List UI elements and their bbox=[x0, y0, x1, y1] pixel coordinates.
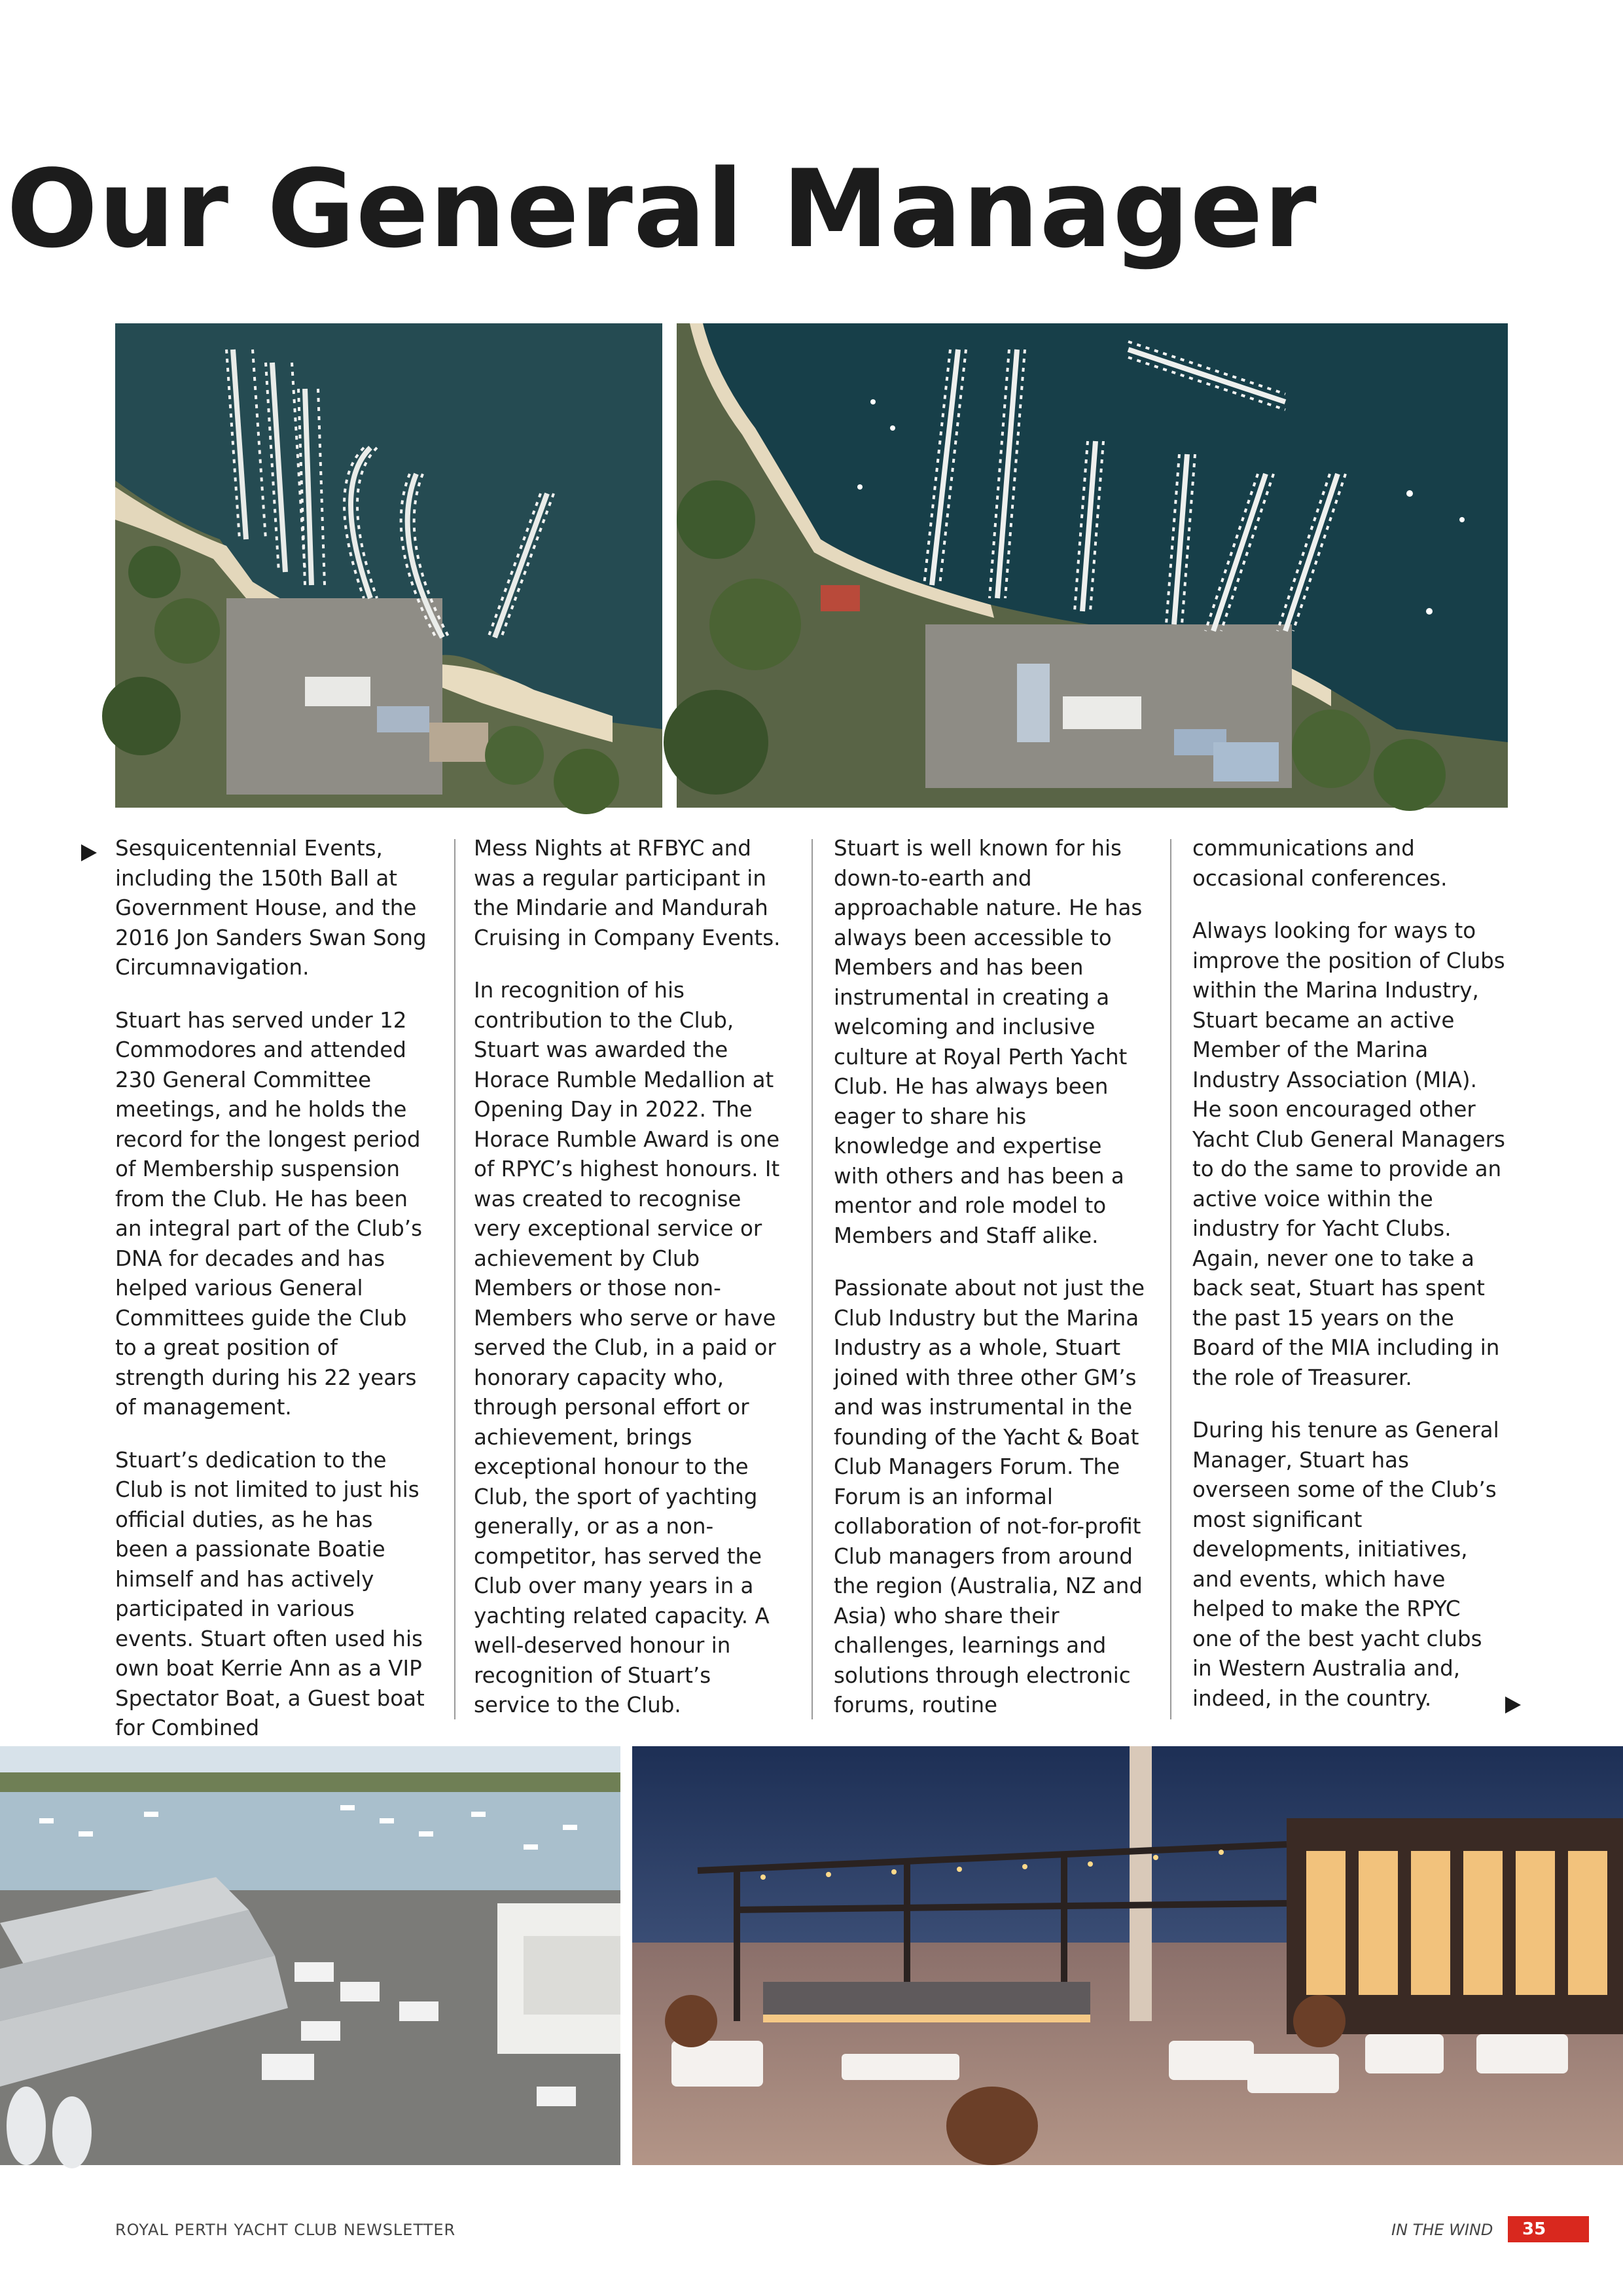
outdoor-terrace-photo bbox=[632, 1746, 1623, 2165]
article-column-4 bbox=[1192, 834, 1507, 1724]
paragraph: Passionate about not just the Club Industry but the Marina Industry as a whole, Stuart joined with three other GM’s and was instrumental in the founding of the Yacht & Boat Club Managers Forum. The Forum is an informal collaboration of not-for-profit Club managers from around the region (Australia, NZ and Asia) who share their challenges, learnings and solutions through electronic forums, routine bbox=[834, 1276, 1145, 1717]
article-column-2 bbox=[474, 834, 788, 1724]
aerial-marina-right-photo bbox=[677, 323, 1508, 808]
paragraph: communications and occasional conferences. bbox=[1192, 836, 1448, 891]
paragraph: Stuart’s dedication to the Club is not limited to just his official duties, as he has been a passionate Boatie himself and has actively participated in various events. Stuart often used his own boat Kerrie Ann as a VIP Spectator Boat, a Guest boat for Combined bbox=[115, 1447, 425, 1740]
page-number: 35 bbox=[1508, 2216, 1589, 2242]
paragraph: Stuart is well known for his down-to-earth and approachable nature. He has always been accessible to Members and has been instrumental in creating a welcoming and inclusive culture at Royal Perth Yacht Club. He has always been eager to share his knowledge and expertise with others and has been a mentor and role model to Members and Staff alike. bbox=[834, 836, 1143, 1248]
article-column-1 bbox=[115, 834, 429, 1740]
paragraph: During his tenure as General Manager, Stuart has overseen some of the Club’s most significant developments, initiatives, and events, which have helped to make the RPYC one of the best yacht clubs in Western Australia and, indeed, in the country. bbox=[1192, 1418, 1499, 1711]
continued-from-arrow-icon bbox=[81, 844, 97, 861]
paragraph: Mess Nights at RFBYC and was a regular participant in the Mindarie and Mandurah Cruising in Company Events. bbox=[474, 836, 781, 950]
clubhouse-carpark-photo bbox=[0, 1746, 620, 2165]
paragraph: Always looking for ways to improve the position of Clubs within the Marina Industry, Stuart became an active Member of the Marina Industry Association (MIA). He soon encouraged other Yacht Club General Managers to do the same to provide an active voice within the industry for Yacht Clubs. Again, never one to take a back seat, Stuart has spent the past 15 years on the Board of the MIA including in the role of Treasurer. bbox=[1192, 918, 1505, 1390]
page-title: Our General Manager bbox=[7, 147, 1317, 272]
paragraph: Sesquicentennial Events, including the 150th Ball at Government House, and the 2016 Jon Sanders Swan Song Circumnavigation. bbox=[115, 836, 427, 980]
continued-next-arrow-icon bbox=[1505, 1696, 1521, 1713]
footer-publication-name: ROYAL PERTH YACHT CLUB NEWSLETTER bbox=[115, 2221, 456, 2239]
column-divider bbox=[812, 839, 813, 1719]
article-column-3 bbox=[834, 834, 1148, 1724]
column-divider bbox=[1170, 839, 1171, 1719]
aerial-marina-left-photo bbox=[115, 323, 662, 808]
paragraph: Stuart has served under 12 Commodores and attended 230 General Committee meetings, and he holds the record for the longest period of Membership suspension from the Club. He has been an integral part of the Club’s DNA for decades and has helped various General Committees guide the Club to a great position of strength during his 22 years of management. bbox=[115, 1007, 422, 1420]
column-divider bbox=[454, 839, 455, 1719]
paragraph: In recognition of his contribution to the Club, Stuart was awarded the Horace Rumble Medallion at Opening Day in 2022. The Horace Rumble Award is one of RPYC’s highest honours. It was created to recognise very exceptional service or achievement by Club Members or those non-Members who serve or have served the Club, in a paid or honorary capacity who, through personal effort or achievement, brings exceptional honour to the Club, the sport of yachting generally, or as a non-competitor, has served the Club over many years in a yachting related capacity. A well-deserved honour in recognition of Stuart’s service to the Club. bbox=[474, 978, 780, 1717]
footer-section-name: IN THE WIND bbox=[1391, 2221, 1493, 2239]
